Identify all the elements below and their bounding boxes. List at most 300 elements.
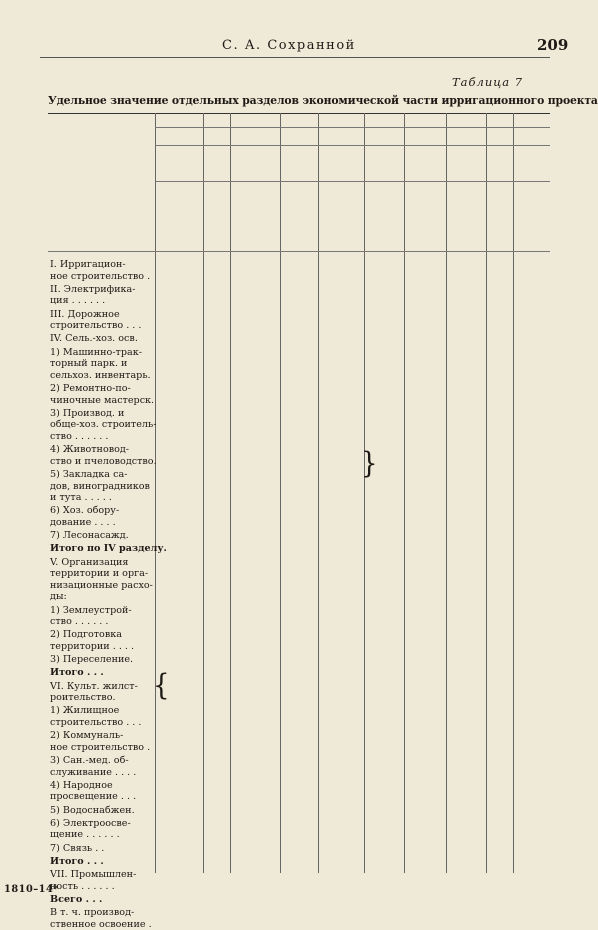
group-header-rule [155,145,550,146]
pct-cell [281,791,315,803]
pct-cell [365,791,401,803]
cost-cell [487,654,510,666]
cost-cell [405,530,443,542]
pct-cell [204,616,227,628]
cost-cell [319,320,361,332]
cost-cell [231,320,277,332]
row-label-line: IV. Сель.-хоз. осв. [50,333,138,345]
row-label-line: 7) Лесонасажд. [50,530,129,542]
cost-cell [156,918,200,930]
cost-cell [405,804,443,816]
cost-cell [156,616,200,628]
row-label-line: ды: [50,591,67,603]
pct-cell [204,431,227,443]
pct-cell [204,394,227,406]
row-label-line: и тута . . . . . [50,492,112,504]
table-caption: Удельное значение отдельных разделов экономической части ирригационного проекта [48,94,598,107]
cost-cell [405,791,443,803]
row-label-line: III. Дорожное [50,308,120,320]
pct-cell [204,667,227,679]
cost-cell [231,295,277,307]
row-label [50,681,153,704]
cost-cell [156,804,200,816]
cost-cell [319,918,361,930]
row-label-line: VII. Промышлен- [50,869,137,880]
cost-cell [156,295,200,307]
pct-cell [204,918,227,930]
pct-cell [281,455,315,467]
pct-cell [365,492,401,504]
pct-cell [447,320,483,332]
row-label-line: Итого по IV разделу. [50,543,167,555]
cost-cell [319,431,361,443]
pct-cell [281,616,315,628]
cost-cell [231,270,277,282]
pct-cell [204,492,227,504]
pct-cell [365,654,401,666]
pct-cell [204,791,227,803]
cost-cell [156,842,200,854]
row-label-line: 3) Производ. и [50,407,125,419]
row-label-line: Всего . . . [50,893,103,905]
pct-cell [447,455,483,467]
cost-cell [319,667,361,679]
row-label [50,667,153,679]
pct-cell [447,295,483,307]
pct-cell [447,616,483,628]
row-label-line: торный парк. и [50,358,128,370]
cost-cell [231,741,277,753]
pct-cell [281,741,315,753]
pct-cell [514,517,547,529]
cost-cell [319,455,361,467]
header-bottom-rule [48,251,550,252]
cost-cell [156,893,200,905]
cost-cell [405,667,443,679]
row-label [50,755,153,778]
row-label-line: ность . . . . . . [50,880,115,892]
cost-cell [319,369,361,381]
pct-cell [204,741,227,753]
cost-cell [156,492,200,504]
cost-cell [405,654,443,666]
cost-cell [231,804,277,816]
pct-cell [447,369,483,381]
cost-cell [487,829,510,841]
cost-cell [156,766,200,778]
cost-cell [231,517,277,529]
footer-signature: 1810–14* [4,884,59,895]
pct-cell [514,654,547,666]
pct-cell [447,880,483,892]
row-label-line: служивание . . . . [50,766,137,778]
pct-cell [514,893,547,905]
row-label-line: 2) Подготовка [50,629,122,641]
cost-cell [156,369,200,381]
row-label-line: 1) Жилищное [50,705,120,717]
cost-cell [156,320,200,332]
cost-cell [405,517,443,529]
pct-cell [365,717,401,729]
row-label-line: ство и пчеловодство. [50,455,157,467]
row-label-line: дов, виноградников [50,480,150,492]
pct-cell [514,394,547,406]
cost-cell [405,766,443,778]
row-label [50,309,153,332]
pct-cell [514,717,547,729]
row-label-line: 3) Сан.-мед. об- [50,755,129,766]
row-label-line: 6) Хоз. обору- [50,505,120,517]
pct-cell [204,880,227,892]
pct-cell [281,893,315,905]
pct-cell [365,842,401,854]
pct-cell [514,320,547,332]
pct-cell [514,455,547,467]
pct-cell [281,880,315,892]
pct-cell [204,270,227,282]
cost-cell [405,295,443,307]
objects-header-rule [155,127,550,128]
row-label [50,629,153,652]
pct-cell [514,804,547,816]
cost-cell [487,431,510,443]
pct-cell [514,766,547,778]
cost-cell [156,517,200,529]
cost-cell [231,918,277,930]
row-label-line: 1) Машинно-трак- [50,346,142,358]
pct-cell [281,654,315,666]
pct-cell [514,270,547,282]
pct-cell [281,320,315,332]
cost-cell [231,543,277,555]
row-label-line: 7) Связь . . [50,842,105,854]
cost-cell [405,270,443,282]
cost-cell [405,829,443,841]
pct-cell [447,517,483,529]
row-label [50,818,153,841]
pct-cell [447,667,483,679]
row-group-brace: } [361,447,378,481]
cost-cell [231,654,277,666]
cost-cell [319,295,361,307]
pct-cell [204,893,227,905]
row-label [50,469,153,504]
row-label [50,856,153,868]
cost-cell [231,530,277,542]
cost-cell [487,667,510,679]
pct-cell [281,918,315,930]
pct-cell [281,530,315,542]
row-label [50,869,153,892]
row-label [50,347,153,382]
pct-cell [281,394,315,406]
pct-cell [447,394,483,406]
cost-cell [156,880,200,892]
cost-cell [487,717,510,729]
row-label-line: 3) Переселение. [50,654,134,666]
cost-cell [487,543,510,555]
cost-cell [487,394,510,406]
row-label [50,605,153,628]
row-label [50,730,153,753]
cost-cell [319,492,361,504]
row-label-line: строительство . . . [50,320,142,332]
row-label-line: роительство. [50,692,116,704]
pct-cell [514,616,547,628]
pct-cell [281,543,315,555]
cost-cell [319,842,361,854]
cost-cell [319,543,361,555]
pct-cell [281,855,315,867]
pct-cell [514,530,547,542]
pct-cell [514,829,547,841]
cost-cell [405,369,443,381]
cost-cell [487,791,510,803]
pct-cell [204,530,227,542]
cost-cell [319,517,361,529]
cost-cell [231,829,277,841]
table-number: Таблица 7 [452,75,524,89]
cost-cell [405,320,443,332]
row-label-line: ное строительство . [50,741,151,753]
pct-cell [447,842,483,854]
pct-cell [365,517,401,529]
cost-cell [156,455,200,467]
cost-cell [156,829,200,841]
row-label [50,259,153,282]
cost-cell [487,320,510,332]
pct-cell [204,766,227,778]
cost-cell [487,517,510,529]
cost-cell [231,855,277,867]
cost-cell [156,654,200,666]
pct-cell [281,766,315,778]
pct-cell [281,717,315,729]
pct-cell [365,766,401,778]
row-label [50,557,153,603]
row-label [50,505,153,528]
pct-cell [514,641,547,653]
pct-cell [365,320,401,332]
pct-cell [514,791,547,803]
cost-cell [487,616,510,628]
cost-cell [487,530,510,542]
cost-cell [405,616,443,628]
pct-cell [281,369,315,381]
cost-cell [231,842,277,854]
row-label-line: ство . . . . . . [50,430,109,442]
cost-cell [319,616,361,628]
row-label [50,543,167,555]
variant-header-rule [155,181,550,182]
row-label-line: ное строительство . [50,270,151,282]
row-label-line: строительство . . . [50,716,142,728]
pct-cell [204,517,227,529]
cost-cell [319,791,361,803]
cost-cell [487,270,510,282]
pct-cell [447,431,483,443]
row-label-line: просвещение . . . [50,791,137,803]
pct-cell [447,270,483,282]
cost-cell [156,431,200,443]
cost-cell [231,369,277,381]
cost-cell [405,543,443,555]
pct-cell [365,918,401,930]
row-label [50,654,153,666]
pct-cell [281,667,315,679]
pct-cell [204,829,227,841]
pct-cell [204,804,227,816]
pct-cell [204,320,227,332]
cost-cell [319,766,361,778]
cost-cell [231,717,277,729]
row-label [50,907,153,930]
cost-cell [487,804,510,816]
pct-cell [281,295,315,307]
cost-cell [231,880,277,892]
cost-cell [319,530,361,542]
row-label [50,284,153,307]
cost-cell [156,741,200,753]
row-label-line: 5) Закладка са- [50,469,128,480]
pct-cell [514,543,547,555]
row-label-line: Итого . . . [50,667,104,679]
cost-cell [231,791,277,803]
cost-cell [487,855,510,867]
row-label-line: Итого . . . [50,855,104,867]
row-label-line: сельхоз. инвентарь. [50,369,151,381]
pct-cell [204,369,227,381]
cost-cell [487,455,510,467]
row-label-line: ственное освоение . [50,918,152,930]
author-name: С. А. Сохранной [222,38,356,53]
pct-cell [514,369,547,381]
row-label [50,407,157,443]
cost-cell [487,295,510,307]
pct-cell [514,842,547,854]
cost-cell [231,893,277,905]
row-label-line: 2) Ремонтно-по- [50,383,131,394]
row-label-line: I. Ирригацион- [50,259,126,270]
pct-cell [204,295,227,307]
pct-cell [365,543,401,555]
cost-cell [405,394,443,406]
cost-cell [319,893,361,905]
cost-cell [156,270,200,282]
pct-cell [365,667,401,679]
pct-cell [204,855,227,867]
pct-cell [514,855,547,867]
row-label [50,894,153,906]
pct-cell [365,893,401,905]
cost-cell [319,270,361,282]
pct-cell [281,270,315,282]
cost-cell [487,741,510,753]
cost-cell [156,717,200,729]
row-label-line: 6) Электроосве- [50,817,131,829]
cost-cell [231,394,277,406]
pct-cell [365,855,401,867]
row-label-line: территории и орга- [50,568,149,580]
row-label [50,383,153,406]
cost-cell [487,766,510,778]
row-label-line: 4) Народное [50,779,113,791]
cost-cell [405,492,443,504]
pct-cell [365,530,401,542]
pct-cell [281,804,315,816]
cost-cell [319,394,361,406]
cost-cell [405,455,443,467]
cost-cell [487,641,510,653]
table-top-rule [48,113,550,114]
cost-cell [319,804,361,816]
pct-cell [447,918,483,930]
row-label-line: территории . . . . [50,640,135,652]
cost-cell [405,855,443,867]
row-label [50,333,153,345]
cost-cell [231,455,277,467]
pct-cell [514,918,547,930]
pct-cell [204,654,227,666]
cost-cell [319,855,361,867]
pct-cell [514,492,547,504]
pct-cell [204,543,227,555]
cost-cell [156,530,200,542]
pct-cell [365,270,401,282]
pct-cell [447,829,483,841]
row-label-line: ция . . . . . . [50,295,106,307]
cost-cell [319,741,361,753]
pct-cell [447,791,483,803]
pct-cell [365,394,401,406]
row-label-line: V. Организация [50,556,129,568]
row-label-line: 4) Животновод- [50,444,130,456]
pct-cell [447,492,483,504]
row-label [50,705,153,728]
cost-cell [319,829,361,841]
cost-cell [156,394,200,406]
cost-cell [487,492,510,504]
row-label-line: ство . . . . . . [50,616,109,628]
cost-cell [231,667,277,679]
cost-cell [405,893,443,905]
cost-cell [231,431,277,443]
pct-cell [281,829,315,841]
pct-cell [447,717,483,729]
row-label-line: II. Электрифика- [50,283,136,295]
pct-cell [447,893,483,905]
row-label-line: 1) Землеустрой- [50,604,132,616]
cost-cell [156,543,200,555]
row-group-brace: { [153,669,170,703]
header-rule [40,57,550,58]
cost-cell [405,842,443,854]
row-label-line: VI. Культ. жилст- [50,680,138,692]
row-label-line: дование . . . . [50,516,116,528]
running-head [0,38,596,58]
cost-cell [231,766,277,778]
pct-cell [514,880,547,892]
cost-cell [231,616,277,628]
pct-cell [447,766,483,778]
row-label [50,780,153,803]
row-label-line: щение . . . . . . [50,829,120,841]
cost-cell [487,880,510,892]
pct-cell [365,880,401,892]
cost-cell [319,717,361,729]
pct-cell [204,717,227,729]
row-label-line: низационные расхо- [50,579,153,591]
